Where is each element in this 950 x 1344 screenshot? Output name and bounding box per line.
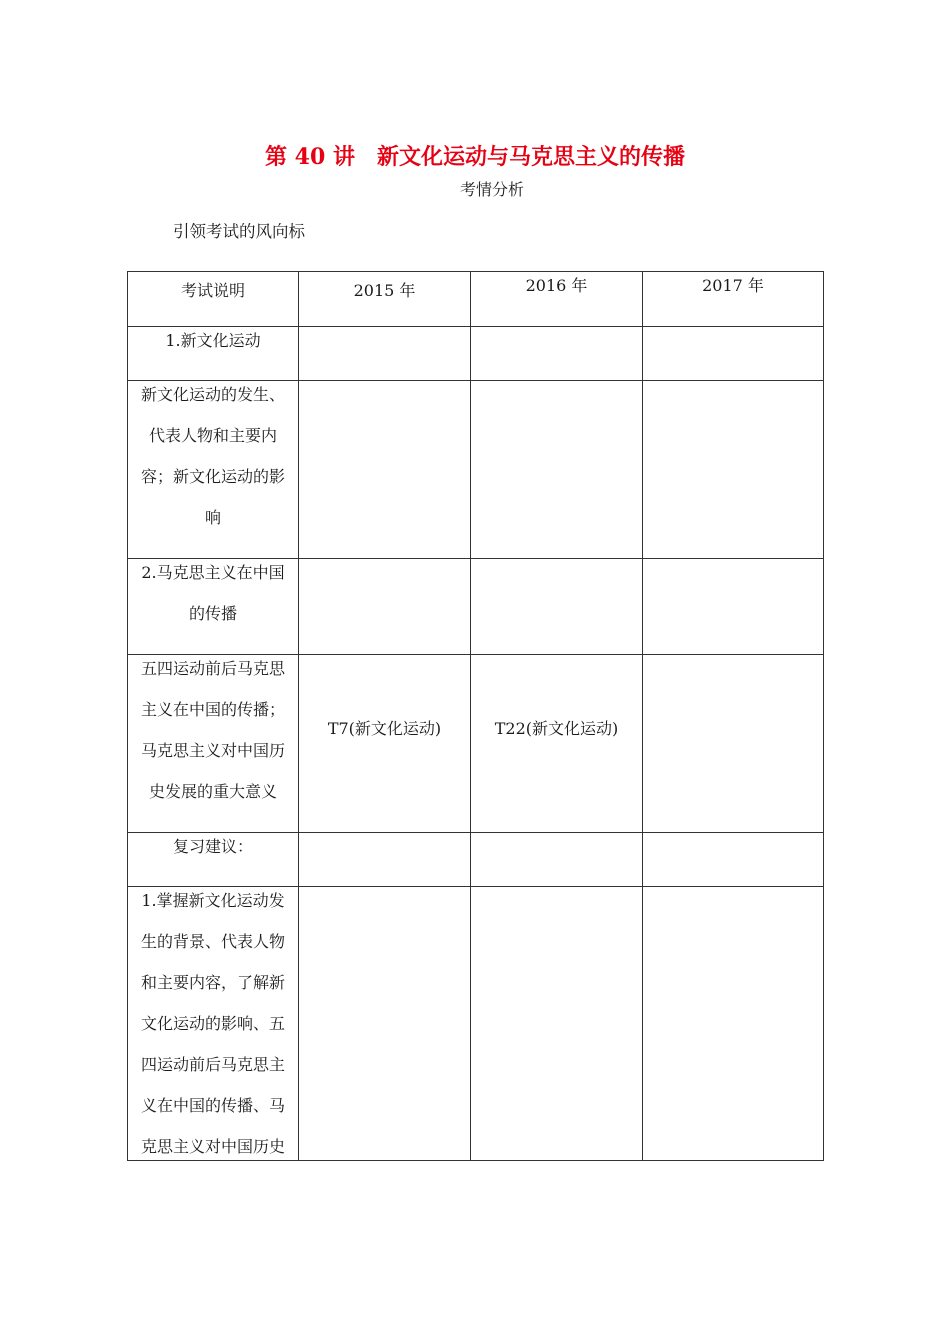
description-line: 复习建议： — [172, 837, 253, 856]
row-2-2016 — [471, 381, 643, 559]
question-reference: T7(新文化运动) — [327, 719, 442, 738]
row-1-description — [128, 327, 299, 381]
section-label: 引领考试的风向标 — [173, 222, 305, 241]
row-1-2016 — [471, 327, 643, 381]
description-line: 五四运动前后马克思 — [140, 659, 285, 678]
header-label: 2015 年 — [353, 281, 416, 300]
description-line: 四运动前后马克思主 — [140, 1055, 285, 1074]
section-subtitle: 考情分析 — [460, 180, 525, 199]
description-line: 新文化运动的发生、 — [140, 385, 285, 404]
row-6-description — [128, 887, 299, 1161]
description-line: 文化运动的影响、五 — [140, 1014, 285, 1033]
description-line: 的传播 — [188, 604, 237, 623]
row-2-description — [128, 381, 299, 559]
lecture-topic: 新文化运动与马克思主义的传播 — [376, 144, 685, 170]
description-line: 主义在中国的传播； — [140, 700, 285, 719]
description-line: 代表人物和主要内 — [148, 426, 277, 445]
row-2-2017 — [643, 381, 824, 559]
description-line: 克思主义对中国历史 — [140, 1137, 285, 1156]
header-2017 — [643, 272, 824, 327]
row-4-2015 — [299, 655, 471, 833]
row-4-2016 — [471, 655, 643, 833]
row-3-2016 — [471, 559, 643, 655]
header-exam-notes — [128, 272, 299, 327]
row-5-2015 — [299, 833, 471, 887]
row-3-2017 — [643, 559, 824, 655]
row-6-2015 — [299, 887, 471, 1161]
row-3-2015 — [299, 559, 471, 655]
header-label: 2016 年 — [525, 276, 588, 295]
header-label: 考试说明 — [180, 281, 245, 300]
page-title — [0, 144, 950, 170]
description-line: 史发展的重大意义 — [148, 782, 277, 801]
exam-analysis-table — [127, 271, 824, 1161]
row-6-2017 — [643, 887, 824, 1161]
row-3-description — [128, 559, 299, 655]
question-reference: T22(新文化运动) — [494, 719, 619, 738]
row-1-2017 — [643, 327, 824, 381]
description-line: 生的背景、代表人物 — [140, 932, 285, 951]
row-5-description — [128, 833, 299, 887]
description-line: 响 — [204, 508, 221, 527]
header-label: 2017 年 — [702, 276, 764, 295]
header-2015 — [299, 272, 471, 327]
row-6-2016 — [471, 887, 643, 1161]
description-line: 1.掌握新文化运动发 — [141, 891, 285, 910]
description-line: 1.新文化运动 — [165, 331, 261, 350]
row-4-2017 — [643, 655, 824, 833]
row-1-2015 — [299, 327, 471, 381]
header-2016 — [471, 272, 643, 327]
lecture-number: 第 40 讲 — [265, 144, 355, 170]
description-line: 和主要内容，了解新 — [140, 973, 285, 992]
row-5-2016 — [471, 833, 643, 887]
description-line: 义在中国的传播、马 — [140, 1096, 285, 1115]
row-4-description — [128, 655, 299, 833]
description-line: 2.马克思主义在中国 — [141, 563, 285, 582]
row-2-2015 — [299, 381, 471, 559]
description-line: 容；新文化运动的影 — [140, 467, 285, 486]
description-line: 马克思主义对中国历 — [140, 741, 285, 760]
row-5-2017 — [643, 833, 824, 887]
